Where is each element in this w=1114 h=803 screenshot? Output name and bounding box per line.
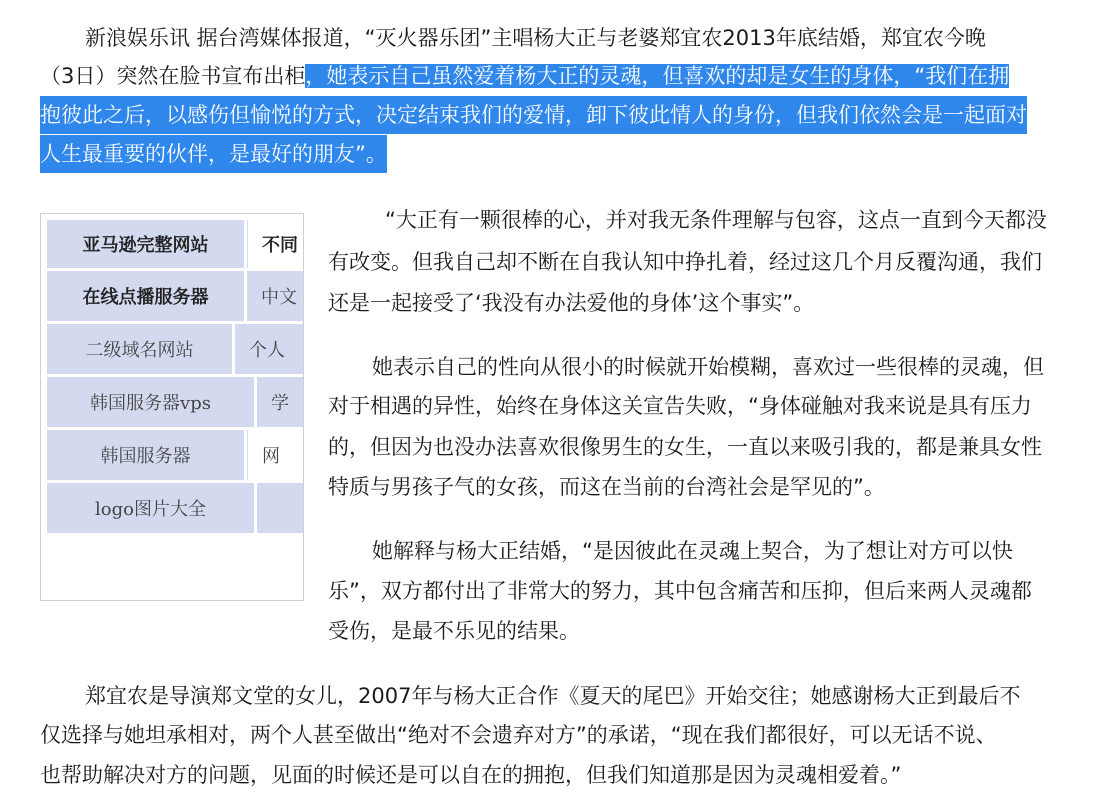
link-cell[interactable]: 中文 [247,271,304,321]
link-cell[interactable]: 个人 [235,324,304,374]
link-cell[interactable]: 二级域名网站 [47,324,232,374]
paragraph-4-line-1: 她解释与杨大正结婚，“是因彼此在灵魂上契合，为了想让对方可以快 [372,539,1013,563]
link-cell[interactable]: logo图片大全 [47,483,254,533]
paragraph-2-line-3: 还是一起接受了‘我没有办法爱他的身体’这个事实”。 [328,291,815,315]
link-cell[interactable]: 不同 [247,220,304,268]
link-cell[interactable]: 亚马逊完整网站 [47,220,244,268]
link-cell[interactable]: 网 [247,430,304,480]
paragraph-2-line-1: “大正有一颗很棒的心，并对我无条件理解与包容，这点一直到今天都没 [385,208,1047,232]
link-cell[interactable]: 在线点播服务器 [47,271,244,321]
paragraph-1-line-2-plain: （3日）突然在脸书宣布出柜 [40,64,306,88]
paragraph-3-line-2: 对于相遇的异性，始终在身体这关宣告失败，“身体碰触对我来说是具有压力 [328,394,1032,418]
selected-text[interactable]: 抱彼此之后，以感伤但愉悦的方式，决定结束我们的爱情，卸下彼此情人的身份，但我们依然会是一起面对 [40,96,1027,134]
link-cell[interactable]: 韩国服务器vps [47,377,254,427]
selected-text[interactable]: ，她表示自己虽然爱着杨大正的灵魂，但喜欢的却是女生的身体，“我们在拥 [305,64,1010,88]
paragraph-4-line-2: 乐”，双方都付出了非常大的努力，其中包含痛苦和压抑，但后来两人灵魂都 [328,579,1032,603]
paragraph-5-line-3: 也帮助解决对方的问题，见面的时候还是可以自在的拥抱，但我们知道那是因为灵魂相爱着。” [40,763,902,787]
paragraph-3-line-3: 的，但因为也没办法喜欢很像男生的女生，一直以来吸引我的，都是兼具女性 [328,435,1042,459]
selected-text[interactable]: 人生最重要的伙伴，是最好的朋友”。 [40,135,387,173]
paragraph-3-line-4: 特质与男孩子气的女孩，而这在当前的台湾社会是罕见的”。 [328,475,885,499]
paragraph-3-line-1: 她表示自己的性向从很小的时候就开始模糊，喜欢过一些很棒的灵魂，但 [372,355,1044,379]
paragraph-1-line-1: 新浪娱乐讯 据台湾媒体报道，“灭火器乐团”主唱杨大正与老婆郑宜农2013年底结婚，郑宜农今晚 [85,26,986,50]
link-cell[interactable] [257,483,304,533]
paragraph-2-line-2: 有改变。但我自己却不断在自我认知中挣扎着，经过这几个月反覆沟通，我们 [328,250,1042,274]
paragraph-1-line-2 [40,57,1009,95]
paragraph-5-line-1: 郑宜农是导演郑文堂的女儿，2007年与杨大正合作《夏天的尾巴》开始交往；她感谢杨大正到最后不 [85,684,1021,708]
link-cell[interactable]: 韩国服务器 [47,430,244,480]
paragraph-4-line-3: 受伤，是最不乐见的结果。 [328,619,580,643]
paragraph-5-line-2: 仅选择与她坦承相对，两个人甚至做出“绝对不会遗弃对方”的承诺，“现在我们都很好，可以无话不说、 [40,723,997,747]
link-cell[interactable]: 学 [257,377,304,427]
sidebar-link-table [40,213,304,601]
